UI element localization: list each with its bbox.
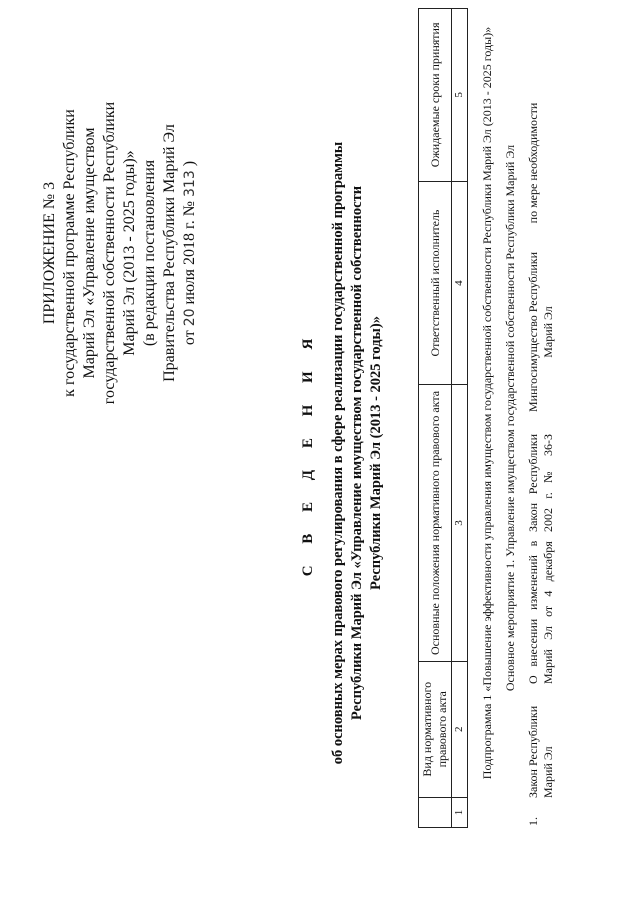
appendix-date-line [180,58,200,448]
row-executor: Мингосимущество Республики Марий Эл [526,252,555,412]
column-number-row [452,9,468,828]
main-activity-heading: Основное мероприятие 1. Управление имуществом государственной собственности Республики Марий Эл [503,144,517,692]
regulation-table [418,8,468,828]
column-number: 1 [452,798,468,828]
row-provisions: О внесении изменений в Закон Республики Марий Эл от 4 декабря 2002 г. № 36-З [526,434,555,684]
document-title: С В Е Д Е Н И Я [300,329,316,577]
appendix-block [40,58,200,448]
document-heading [300,103,386,803]
date-prefix: от [181,330,198,346]
appendix-line: Марий Эл «Управление имуществом [81,127,98,379]
appendix-line: к государственной программе Республики [61,109,78,397]
appendix-line: государственной собственности Республики [101,101,118,405]
table-body-content [480,8,556,828]
heading-line: Республики Марий Эл (2013 - 2025 годы)» [368,316,384,590]
column-number: 3 [452,385,468,661]
date-day: 20 [182,308,198,327]
column-number: 5 [452,9,468,182]
table-row [526,8,556,828]
appendix-line: Марий Эл (2013 - 2025 годы)» [121,150,138,356]
date-rest: июля 2018 г. № [181,200,198,305]
row-act-type: Закон Республики Марий Эл [526,705,555,798]
column-header-term: Ожидаемые сроки принятия [419,9,452,182]
column-number: 4 [452,181,468,385]
column-header-provisions: Основные положения нормативного правового акта [419,385,452,661]
row-number: 1. [526,817,540,826]
heading-line: об основных мерах правового регулирования в сфере реализации государственной программы [330,141,346,765]
column-header-act-type: Вид нормативного правового акта [419,661,452,798]
table-header-row [419,9,452,828]
appendix-line: (в редакции постановления [141,159,158,347]
heading-line: Республики Марий Эл «Управление имуществом государственной собственности [349,185,365,721]
decree-number: 313 [182,170,198,197]
column-header-executor: Ответственный исполнитель [419,181,452,385]
appendix-line: Правительства Республики Марий Эл [161,124,178,382]
column-number: 2 [452,661,468,798]
sub-program-heading: Подпрограмма 1 «Повышение эффективности управления имуществом государственной собственности Республики Марий Эл (2013 - 2025 годы)» [480,26,494,780]
column-header-index [419,798,452,828]
appendix-title: ПРИЛОЖЕНИЕ № 3 [41,181,58,325]
row-term: по мере необходимости [526,102,540,224]
date-close: ) [181,160,198,167]
